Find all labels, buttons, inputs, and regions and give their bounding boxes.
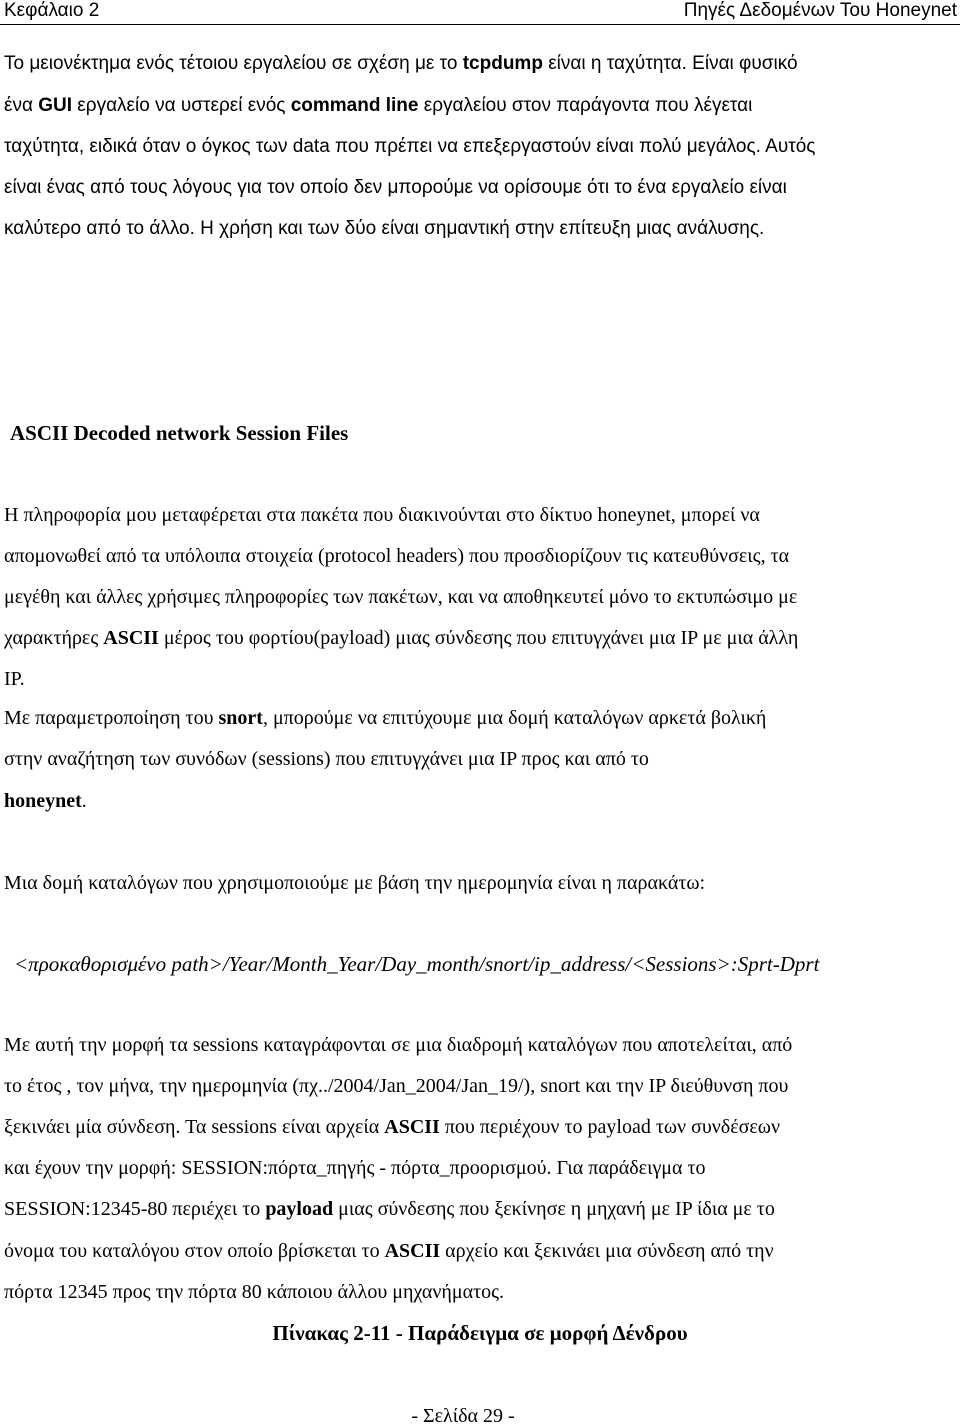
paragraph-1-line-5: καλύτερο από το άλλο. Η χρήση και των δύο είναι σημαντική στην επίτευξη μιας ανάλυσης. xyxy=(4,218,765,239)
chapter-label: Κεφάλαιο 2 xyxy=(4,0,100,21)
paragraph-5-line-3: ξεκινάει μία σύνδεση. Τα sessions είναι αρχεία ASCII που περιέχουν το payload των συνδέσεων xyxy=(4,1116,780,1138)
paragraph-3-line-1: Με παραμετροποίηση του snort, μπορούμε να επιτύχουμε μια δομή καταλόγων αρκετά βολική xyxy=(4,707,767,729)
paragraph-2-line-4: χαρακτήρες ASCII μέρος του φορτίου(payload) μιας σύνδεσης που επιτυγχάνει μια IP με μια άλλη xyxy=(4,627,799,649)
paragraph-5-line-6: όνομα του καταλόγου στον οποίο βρίσκεται το ASCII αρχείο και ξεκινάει μια σύνδεση από την xyxy=(4,1240,774,1262)
table-caption: Πίνακας 2-11 - Παράδειγμα σε μορφή Δένδρου xyxy=(272,1321,688,1345)
paragraph-3-line-2: στην αναζήτηση των συνόδων (sessions) που επιτυγχάνει μια IP προς και από το xyxy=(4,748,649,770)
paragraph-4: Μια δομή καταλόγων που χρησιμοποιούμε με βάση την ημερομηνία είναι η παρακάτω: xyxy=(4,872,706,894)
paragraph-3-line-3: honeynet. xyxy=(4,790,87,812)
page-number: - Σελίδα 29 - xyxy=(411,1405,515,1427)
paragraph-5-line-2: το έτος , τον μήνα, την ημερομηνία (πχ../2004/Jan_2004/Jan_19/), snort και την IP διεύθυνση που xyxy=(4,1075,789,1097)
paragraph-5-line-1: Με αυτή την μορφή τα sessions καταγράφονται σε μια διαδρομή καταλόγων που αποτελείται, από xyxy=(4,1034,793,1056)
paragraph-2-line-2: απομονωθεί από τα υπόλοιπα στοιχεία (protocol headers) που προσδιορίζουν τις κατευθύνσεις, τα xyxy=(4,545,790,567)
directory-path-template: <προκαθορισμένο path>/Year/Month_Year/Day_month/snort/ip_address/<Sessions>:Sprt-Dprt xyxy=(14,952,820,976)
paragraph-2-line-3: μεγέθη και άλλες χρήσιμες πληροφορίες των πακέτων, και να αποθηκευτεί μόνο το εκτυπώσιμο με xyxy=(4,586,798,608)
paragraph-2-line-5: IP. xyxy=(4,668,25,690)
paragraph-5-line-5: SESSION:12345-80 περιέχει το payload μιας σύνδεσης που ξεκίνησε η μηχανή με IP ίδια με το xyxy=(4,1198,775,1220)
section-title: Πηγές Δεδομένων Του Honeynet xyxy=(683,0,957,21)
paragraph-5-line-4: και έχουν την μορφή: SESSION:πόρτα_πηγής - πόρτα_προορισμού. Για παράδειγμα το xyxy=(4,1157,706,1179)
paragraph-1-line-4: είναι ένας από τους λόγους για τον οποίο δεν μπορούμε να ορίσουμε ότι το ένα εργαλείο είναι xyxy=(4,177,787,198)
section-heading: ASCII Decoded network Session Files xyxy=(10,421,349,445)
paragraph-1-line-1: Το μειονέκτημα ενός τέτοιου εργαλείου σε σχέση με το tcpdump είναι η ταχύτητα. Είναι φυσικό xyxy=(4,53,798,74)
paragraph-2-line-1: Η πληροφορία μου μεταφέρεται στα πακέτα που διακινούνται στο δίκτυο honeynet, μπορεί να xyxy=(4,504,760,526)
paragraph-1-line-3: ταχύτητα, ειδικά όταν ο όγκος των data που πρέπει να επεξεργαστούν είναι πολύ μεγάλος. Αυτός xyxy=(4,136,816,157)
paragraph-5-line-7: πόρτα 12345 προς την πόρτα 80 κάποιου άλλου μηχανήματος. xyxy=(4,1281,505,1303)
page-header xyxy=(0,0,960,25)
paragraph-1-line-2: ένα GUI εργαλείο να υστερεί ενός command line εργαλείου στον παράγοντα που λέγεται xyxy=(4,95,753,116)
